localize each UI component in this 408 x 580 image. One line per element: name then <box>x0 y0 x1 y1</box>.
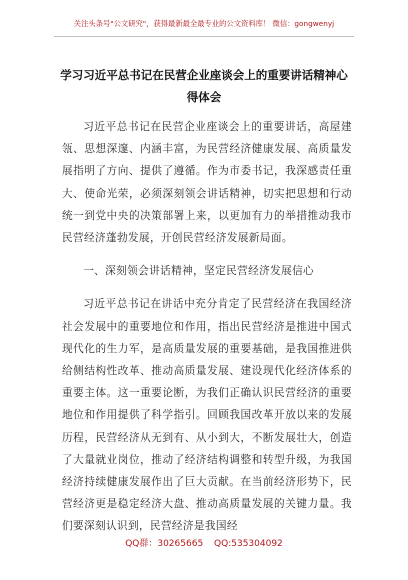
title-line: 得体会 <box>186 90 222 104</box>
paragraph: 习近平总书记在民营企业座谈会上的重要讲话，高屋建瓴、思想深邃、内涵丰富，为民营经济健康发展、高质量发展指明了方向、提供了遵循。作为市委书记，我深感责任重大、使命光荣，必须深刻领会讲话精神，切实把思想和行动统一到党中央的决策部署上来，以更加有力的举措推动我市民营经济蓬勃发展，开创民营经济发展新局面。 <box>62 121 352 245</box>
footer-qq-group: QQ群：30265665 <box>125 539 204 549</box>
document-body <box>62 116 352 538</box>
header-divider <box>54 36 354 37</box>
footer-qq-number: QQ:535304092 <box>214 539 283 549</box>
title-line: 学习习近平总书记在民营企业座谈会上的重要讲话精神心 <box>60 68 348 82</box>
document-title <box>58 64 350 108</box>
header-notice: 关注头条号"公文研究"，获得最新最全最专业的公文资料库！ 微信：gongwenyj <box>73 19 335 28</box>
section-heading: 一、深刻领会讲话精神，坚定民营经济发展信心 <box>83 265 315 278</box>
footer-contact <box>0 535 408 553</box>
paragraph: 习近平总书记在讲话中充分肯定了民营经济在我国经济社会发展中的重要地位和作用，指出民营经济是推进中国式现代化的生力军，是高质量发展的重要基础，是我国推进供给侧结构性改革、推动高质量发展、建设现代化经济体系的重要主体。这一重要论断，为我们正确认识民营经济的重要地位和作用提供了科学指引。回顾我国改革开放以来的发展历程，民营经济从无到有、从小到大，不断发展壮大，创造了大量就业岗位，推动了经济结构调整和转型升级，为我国经济持续健康发展作出了巨大贡献。在当前经济形势下，民营经济更是稳定经济大盘、推动高质量发展的关键力量。我们要深刻认识到，民营经济是我国经 <box>62 298 352 533</box>
